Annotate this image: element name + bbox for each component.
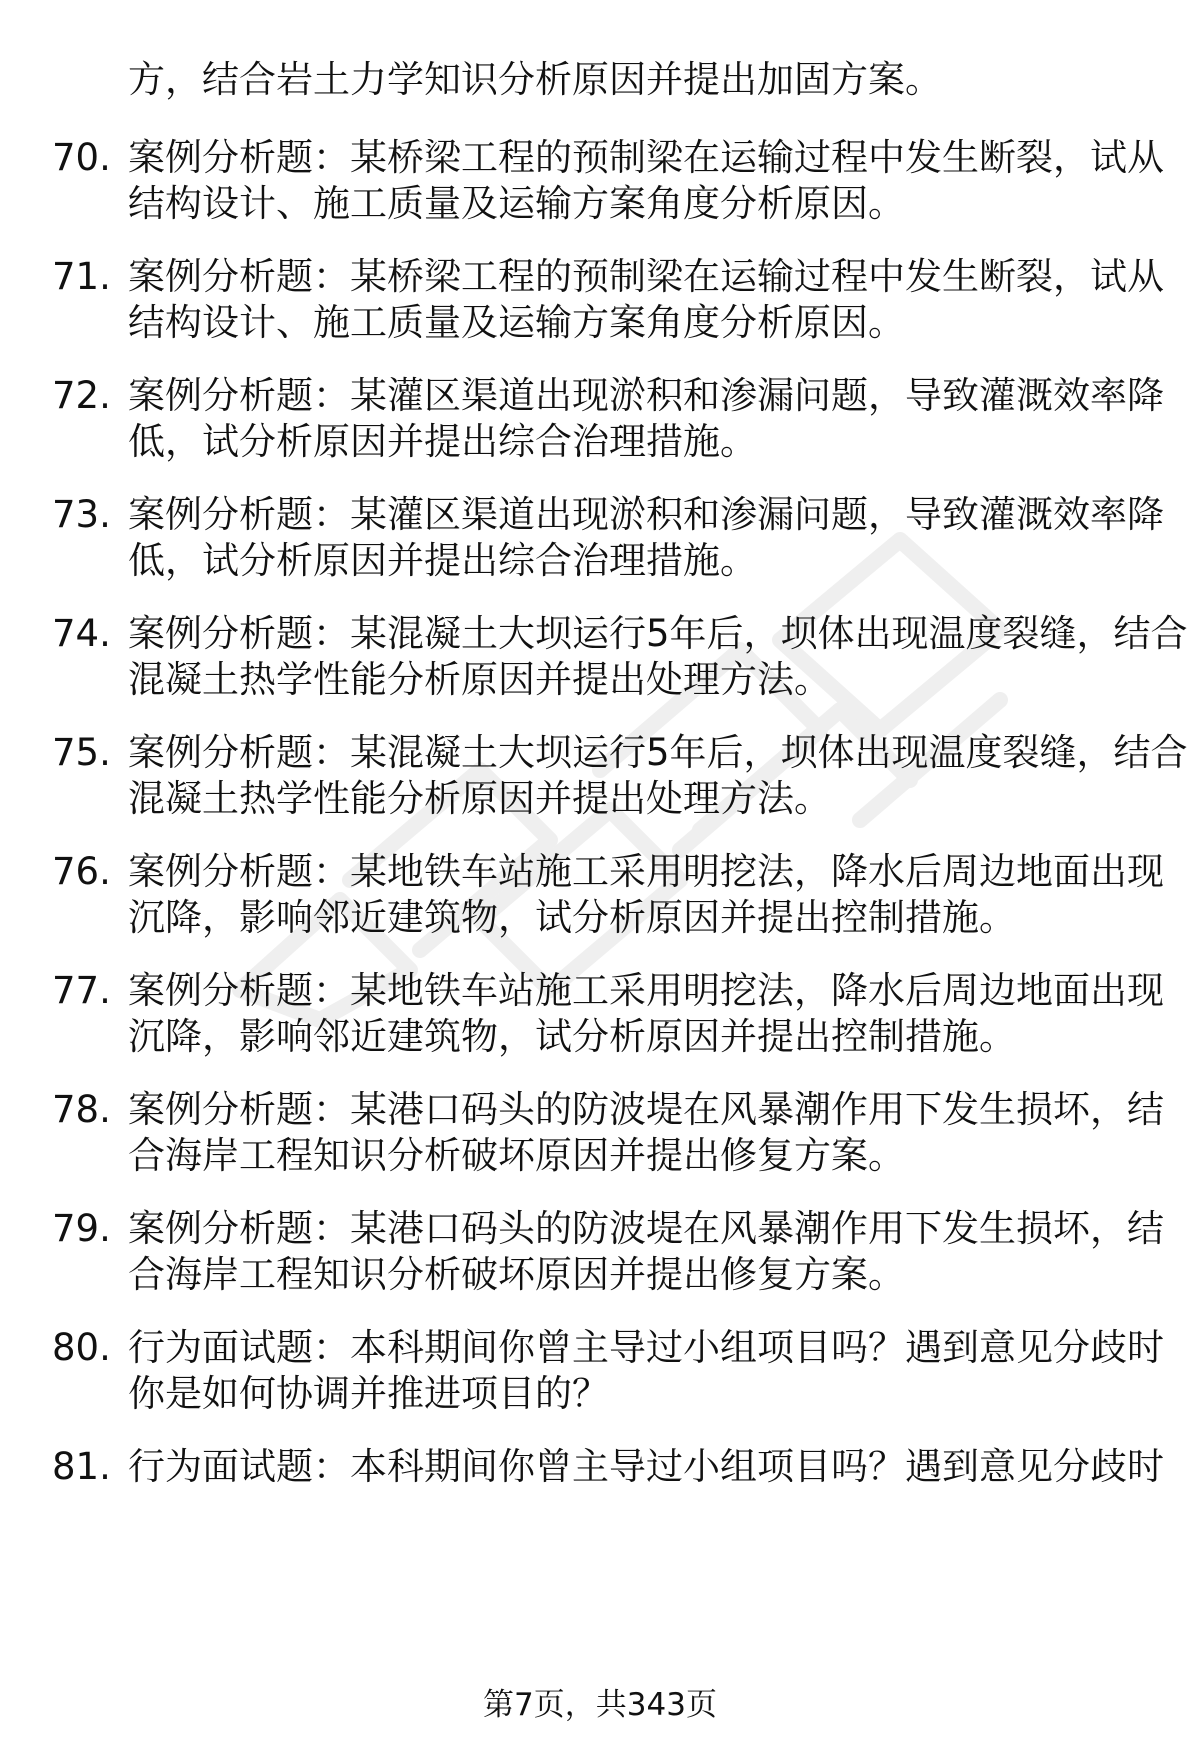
- question-number: 74.: [52, 612, 111, 655]
- question-number: 78.: [52, 1088, 111, 1131]
- question-text-line: 案例分析题：某港口码头的防波堤在风暴潮作用下发生损坏，结: [128, 1088, 1164, 1131]
- question-number: 79.: [52, 1207, 111, 1250]
- question-text-line: 混凝土热学性能分析原因并提出处理方法。: [128, 658, 831, 701]
- question-text-line: 案例分析题：某桥梁工程的预制梁在运输过程中发生断裂，试从: [128, 136, 1164, 179]
- question-text-line: 沉降，影响邻近建筑物，试分析原因并提出控制措施。: [128, 896, 1016, 939]
- question-number: 72.: [52, 374, 111, 417]
- question-number: 80.: [52, 1326, 111, 1369]
- question-text-line: 案例分析题：某地铁车站施工采用明挖法，降水后周边地面出现: [128, 850, 1164, 893]
- question-text-line: 案例分析题：某灌区渠道出现淤积和渗漏问题，导致灌溉效率降: [128, 374, 1164, 417]
- question-text-line: 合海岸工程知识分析破坏原因并提出修复方案。: [128, 1134, 905, 1177]
- question-text-line: 案例分析题：某地铁车站施工采用明挖法，降水后周边地面出现: [128, 969, 1164, 1012]
- question-number: 77.: [52, 969, 111, 1012]
- question-number: 70.: [52, 136, 111, 179]
- question-text-line: 案例分析题：某混凝土大坝运行5年后，坝体出现温度裂缝，结合: [128, 612, 1188, 655]
- question-number: 71.: [52, 255, 111, 298]
- question-text-line: 结构设计、施工质量及运输方案角度分析原因。: [128, 301, 905, 344]
- question-text-line: 低，试分析原因并提出综合治理措施。: [128, 539, 757, 582]
- question-text-line: 低，试分析原因并提出综合治理措施。: [128, 420, 757, 463]
- continuation-text: 方，结合岩土力学知识分析原因并提出加固方案。: [128, 58, 942, 101]
- question-text-line: 案例分析题：某灌区渠道出现淤积和渗漏问题，导致灌溉效率降: [128, 493, 1164, 536]
- question-number: 73.: [52, 493, 111, 536]
- question-text-line: 结构设计、施工质量及运输方案角度分析原因。: [128, 182, 905, 225]
- question-text-line: 行为面试题：本科期间你曾主导过小组项目吗？遇到意见分歧时: [128, 1326, 1164, 1369]
- page-number-footer: 第7页，共343页: [483, 1687, 717, 1723]
- question-text-line: 沉降，影响邻近建筑物，试分析原因并提出控制措施。: [128, 1015, 1016, 1058]
- question-text-line: 行为面试题：本科期间你曾主导过小组项目吗？遇到意见分歧时: [128, 1445, 1164, 1488]
- question-text-line: 案例分析题：某混凝土大坝运行5年后，坝体出现温度裂缝，结合: [128, 731, 1188, 774]
- question-number: 81.: [52, 1445, 111, 1488]
- question-text-line: 案例分析题：某港口码头的防波堤在风暴潮作用下发生损坏，结: [128, 1207, 1164, 1250]
- question-text-line: 合海岸工程知识分析破坏原因并提出修复方案。: [128, 1253, 905, 1296]
- question-text-line: 案例分析题：某桥梁工程的预制梁在运输过程中发生断裂，试从: [128, 255, 1164, 298]
- question-text-line: 你是如何协调并推进项目的？: [128, 1372, 609, 1415]
- question-text-line: 混凝土热学性能分析原因并提出处理方法。: [128, 777, 831, 820]
- question-number: 75.: [52, 731, 111, 774]
- question-number: 76.: [52, 850, 111, 893]
